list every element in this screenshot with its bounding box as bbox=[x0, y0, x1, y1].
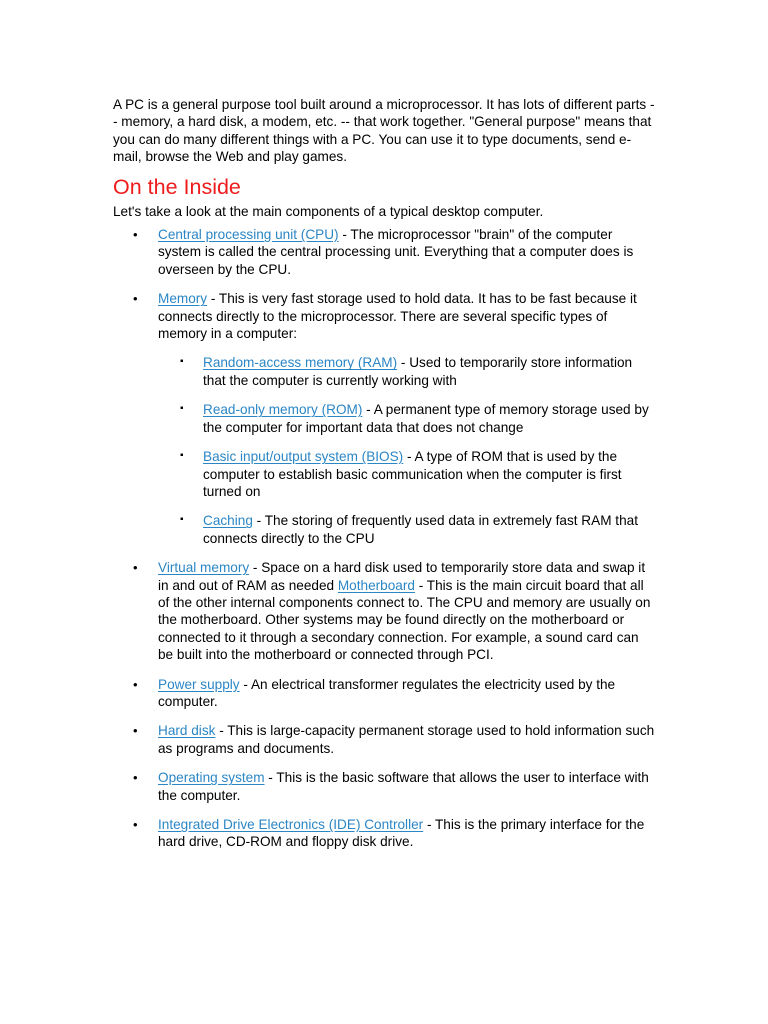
hard-disk-description: - This is large-capacity permanent storage used to hold information such as programs and documents. bbox=[158, 723, 655, 756]
list-item-ram bbox=[158, 354, 655, 389]
list-item-virtual-memory bbox=[113, 559, 655, 663]
bullet-icon: • bbox=[133, 723, 138, 739]
square-bullet-icon: ▪ bbox=[180, 450, 184, 462]
motherboard-link[interactable]: Motherboard bbox=[337, 577, 415, 593]
memory-description: - This is very fast storage used to hold data. It has to be fast because it connects directly to the microprocessor. There are several specific types of memory in a computer: bbox=[158, 291, 637, 342]
lead-paragraph: Let's take a look at the main components of a typical desktop computer. bbox=[113, 203, 544, 219]
memory-link[interactable]: Memory bbox=[158, 291, 208, 307]
virtual-memory-link[interactable]: Virtual memory bbox=[158, 560, 250, 576]
list-item-hard-disk bbox=[113, 722, 655, 757]
list-item-operating-system bbox=[113, 769, 655, 804]
ram-link[interactable]: Random-access memory (RAM) bbox=[203, 355, 398, 371]
list-item-cpu bbox=[113, 226, 655, 278]
caching-link[interactable]: Caching bbox=[203, 513, 253, 529]
square-bullet-icon: ▪ bbox=[180, 403, 184, 415]
bios-description: - A type of ROM that is used by the computer to establish basic communication when the computer is first turned on bbox=[203, 449, 622, 499]
ram-description: - Used to temporarily store information that the computer is currently working with bbox=[203, 355, 633, 388]
ide-controller-description: - This is the primary interface for the hard drive, CD-ROM and floppy disk drive. bbox=[158, 817, 645, 850]
list-item-ide-controller bbox=[113, 816, 655, 851]
motherboard-description: - This is the main circuit board that all of the other internal components connect to. The CPU and memory are usually on the motherboard. Other systems may be found directly on the motherboard or connected to it through a secondary connection. For example, a sound card can be built into the motherboard or connected through PCI. bbox=[158, 577, 651, 663]
bullet-icon: • bbox=[133, 817, 138, 832]
rom-link[interactable]: Read-only memory (ROM) bbox=[203, 402, 363, 418]
document-content bbox=[113, 96, 655, 863]
list-item-caching bbox=[158, 512, 655, 547]
square-bullet-icon: ▪ bbox=[180, 514, 184, 526]
cpu-link[interactable]: Central processing unit (CPU) bbox=[158, 227, 339, 243]
list-item-power-supply bbox=[113, 676, 655, 711]
operating-system-description: - This is the basic software that allows the user to interface with the computer. bbox=[158, 770, 649, 803]
memory-types-list bbox=[158, 354, 655, 547]
bullet-icon: • bbox=[133, 291, 138, 307]
bullet-icon: • bbox=[133, 676, 138, 692]
cpu-description: - The microprocessor "brain" of the computer system is called the central processing unit. Everything that a computer does is overseen by the CPU. bbox=[158, 227, 634, 277]
ide-controller-link[interactable]: Integrated Drive Electronics (IDE) Controller bbox=[158, 817, 424, 832]
components-list bbox=[113, 226, 655, 851]
section-heading: On the Inside bbox=[113, 174, 241, 199]
square-bullet-icon: ▪ bbox=[180, 356, 184, 368]
virtual-memory-description: - Space on a hard disk used to temporarily store data and swap it in and out of RAM as needed bbox=[158, 560, 646, 593]
bullet-icon: • bbox=[133, 227, 138, 243]
power-supply-link[interactable]: Power supply bbox=[158, 676, 240, 692]
list-item-rom bbox=[158, 401, 655, 436]
caching-description: - The storing of frequently used data in extremely fast RAM that connects directly to the CPU bbox=[203, 513, 638, 546]
bullet-icon: • bbox=[133, 770, 138, 786]
list-item-bios bbox=[158, 448, 655, 500]
power-supply-description: - An electrical transformer regulates the electricity used by the computer. bbox=[158, 676, 616, 709]
hard-disk-link[interactable]: Hard disk bbox=[158, 723, 216, 739]
operating-system-link[interactable]: Operating system bbox=[158, 770, 265, 786]
rom-description: - A permanent type of memory storage used by the computer for important data that does not change bbox=[203, 402, 649, 435]
intro-paragraph: A PC is a general purpose tool built around a microprocessor. It has lots of different parts -- memory, a hard disk, a modem, etc. -- that work together. "General purpose" means that you can do many different things with a PC. You can use it to type documents, send e-mail, browse the Web and play games. bbox=[113, 97, 655, 165]
bullet-icon: • bbox=[133, 560, 138, 576]
list-item-memory bbox=[113, 290, 655, 547]
bios-link[interactable]: Basic input/output system (BIOS) bbox=[203, 449, 404, 465]
